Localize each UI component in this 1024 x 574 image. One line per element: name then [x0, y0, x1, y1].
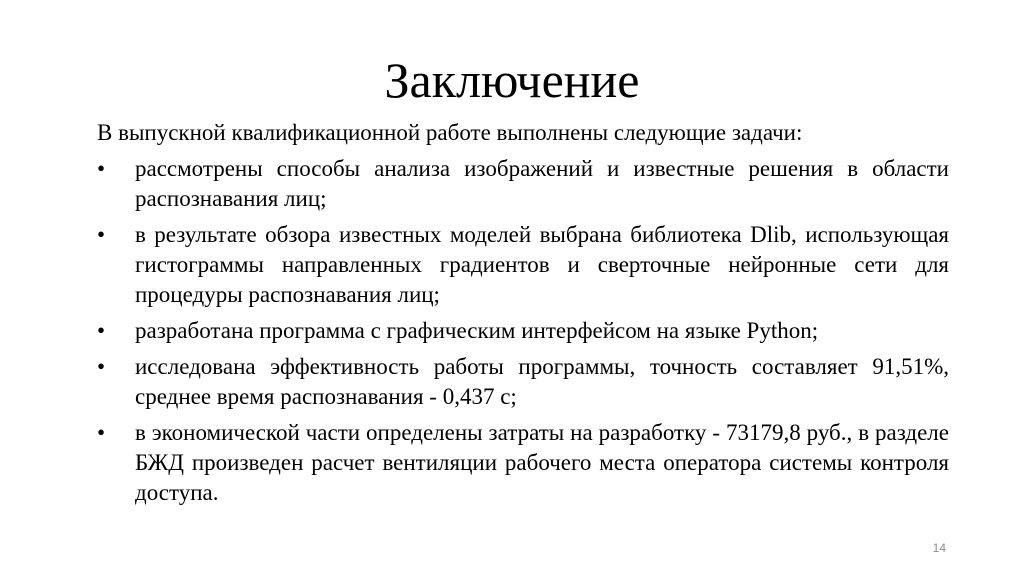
slide-title: Заключение: [384, 52, 640, 108]
list-item: [97, 154, 949, 214]
list-item: [97, 220, 949, 310]
list-item-text: в экономической части определены затраты на разработку - 73179,8 руб., в разделе БЖД произведен расчет вентиляции рабочего места оператора системы контроля доступа.: [135, 420, 949, 505]
page-number: 14: [932, 541, 946, 555]
list-item-text: в результате обзора известных моделей выбрана библиотека Dlib, использующая гистограммы направленных градиентов и сверточные нейронные сети для процедуры распознавания лиц;: [135, 222, 949, 307]
bullet-icon: •: [97, 318, 106, 343]
list-item-text: исследована эффективность работы программы, точность составляет 91,51%, среднее время распознавания - 0,437 с;: [135, 354, 949, 409]
bullet-icon: •: [97, 354, 106, 379]
intro-text: В выпускной квалификационной работе выполнены следующие задачи:: [97, 120, 803, 145]
bullet-icon: •: [97, 420, 106, 445]
list-item-text: рассмотрены способы анализа изображений и известные решения в области распознавания лиц;: [135, 156, 949, 211]
list-item-text: разработана программа с графическим интерфейсом на языке Python;: [135, 318, 819, 343]
slide-content: [97, 118, 949, 514]
bullet-icon: •: [97, 156, 106, 181]
list-item: [97, 418, 949, 508]
list-item: [97, 352, 949, 412]
list-item: [97, 316, 949, 346]
task-list: [97, 154, 949, 508]
bullet-icon: •: [97, 222, 106, 247]
